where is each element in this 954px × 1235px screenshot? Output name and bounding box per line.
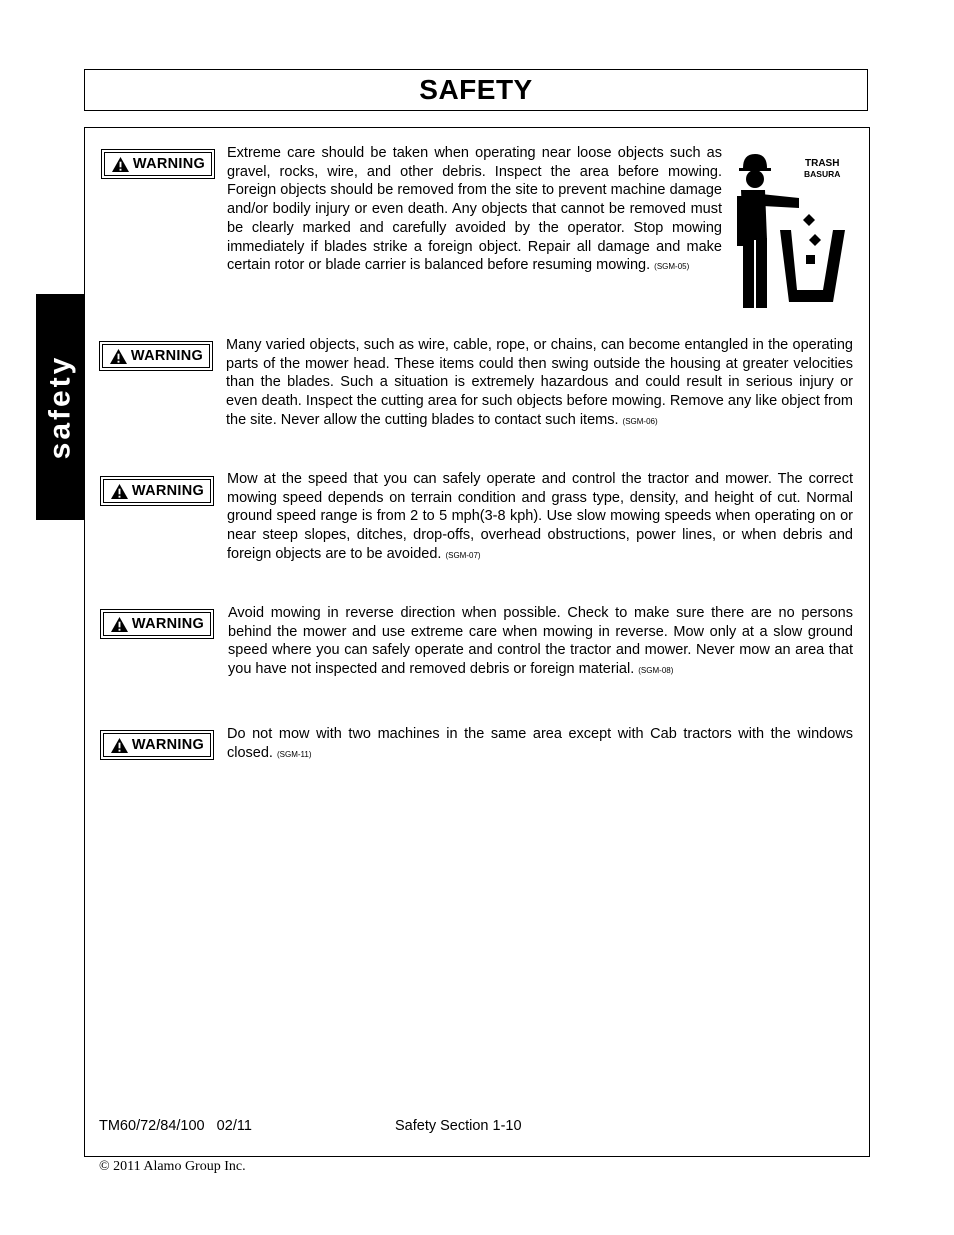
page-title: SAFETY (419, 74, 533, 105)
footer-section: Safety Section 1-10 (395, 1118, 522, 1134)
side-tab-label: safety (43, 354, 76, 460)
warning-code: (SGM-05) (654, 262, 690, 272)
warning-triangle-icon (111, 156, 130, 173)
footer-model-date: TM60/72/84/100 02/11 (99, 1118, 252, 1134)
warning-badge (100, 730, 214, 760)
side-section-tab (36, 294, 84, 520)
trash-sign-label-es: BASURA (804, 169, 841, 179)
warning-text-sgm-05 (227, 144, 722, 277)
warning-triangle-icon (110, 483, 129, 500)
warning-label: WARNING (130, 348, 204, 364)
warning-triangle-icon (109, 348, 128, 365)
warning-badge (100, 476, 214, 506)
warning-label: WARNING (131, 483, 205, 499)
warning-code: (SGM-06) (622, 416, 658, 426)
warning-badge (101, 149, 215, 179)
warning-body: Many varied objects, such as wire, cable, rope, or chains, can become entangled in the operating parts of the mower head. These items could then swing outside the housing at greater velocities than the blades. Such a situation is extremely hazardous and could result in serious injury or even death. Inspect the cutting area for such objects before mowing. Remove any like object from the site. Never allow the cutting blades to contact such items. (226, 337, 853, 428)
trash-disposal-pictogram-icon (735, 148, 850, 310)
trash-sign-label: TRASH (805, 158, 840, 169)
warning-text-sgm-11 (227, 725, 853, 764)
warning-code: (SGM-11) (276, 749, 312, 759)
warning-label: WARNING (132, 156, 206, 172)
warning-body: Avoid mowing in reverse direction when possible. Check to make sure there are no persons behind the mower and use extreme care when mowing in reverse. Mow only at a slow ground speed where you can safely operate and control the tractor and mower. Never mow an area that you have not inspected and removed debris or foreign material. (228, 605, 853, 678)
warning-label: WARNING (131, 616, 205, 632)
warning-body: Do not mow with two machines in the same area except with Cab tractors with the windows closed. (227, 726, 853, 761)
warning-label: WARNING (131, 737, 205, 753)
warning-triangle-icon (110, 737, 129, 754)
warning-badge (99, 341, 213, 371)
copyright-notice: © 2011 Alamo Group Inc. (99, 1159, 246, 1174)
warning-triangle-icon (110, 616, 129, 633)
warning-text-sgm-07 (227, 470, 853, 566)
warning-text-sgm-06 (226, 336, 853, 432)
warning-code: (SGM-08) (638, 666, 674, 676)
warning-code: (SGM-07) (445, 550, 481, 560)
warning-text-sgm-08 (228, 604, 853, 681)
warning-body: Mow at the speed that you can safely operate and control the tractor and mower. The correct mowing speed depends on terrain condition and grass type, density, and height of cut. Normal ground speed range is from 2 to 5 mph(3-8 kph). Use slow mowing speeds when operating on or near steep slopes, ditches, drop-offs, overhead obstructions, power lines, or when debris and foreign objects are to be avoided. (227, 471, 853, 562)
page-title-box (84, 69, 868, 111)
warning-body: Extreme care should be taken when operating near loose objects such as gravel, rocks, wire, and other debris. Inspect the area before mowing. Foreign objects should be removed from the site to prevent machine damage and/or bodily injury or even death. Any objects that cannot be removed must be clearly marked and carefully avoided by the operator. Stop mowing immediately if blades strike a foreign object. Repair all damage and make certain rotor or blade carrier is balanced before resuming mowing. (227, 145, 722, 274)
warning-badge (100, 609, 214, 639)
